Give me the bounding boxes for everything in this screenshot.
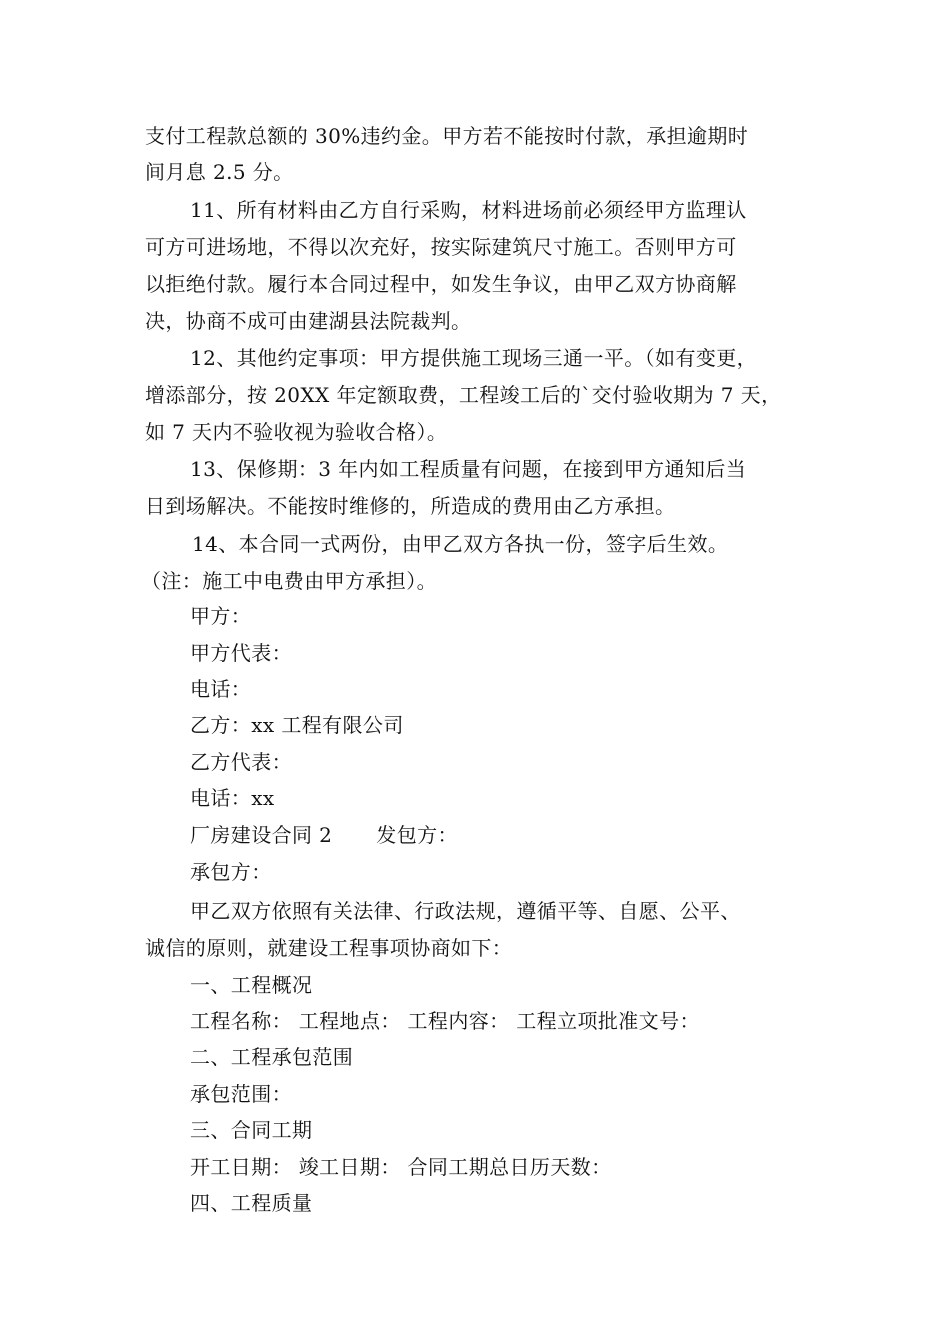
text-line: 诚信的原则，就建设工程事项协商如下： — [145, 936, 513, 960]
text-line: 乙方：xx 工程有限公司 — [190, 713, 404, 737]
section-heading: 四、工程质量 — [190, 1191, 313, 1215]
text-line: 甲方代表： — [190, 641, 292, 665]
text-line: 可方可进场地，不得以次充好，按实际建筑尺寸施工。否则甲方可 — [145, 235, 737, 259]
text-line — [190, 823, 890, 847]
text-line: 开工日期： 竣工日期： 合同工期总日历天数： — [190, 1155, 612, 1179]
text-line: 支付工程款总额的 30%违约金。甲方若不能按时付款，承担逾期时 — [145, 124, 749, 148]
text-line: 电话：xx — [190, 786, 275, 810]
text-line: 乙方代表： — [190, 750, 292, 774]
text-line: 承包方： — [190, 860, 272, 884]
text-line: 甲方： — [190, 604, 252, 628]
text-line: 间月息 2.5 分。 — [145, 160, 294, 184]
text-line: 12、其他约定事项：甲方提供施工现场三通一平。（如有变更， — [190, 346, 758, 370]
text-line: 以拒绝付款。履行本合同过程中，如发生争议，由甲乙双方协商解 — [145, 272, 737, 296]
section-heading: 厂房建设合同 2 — [190, 823, 333, 847]
text-line: 日到场解决。不能按时维修的，所造成的费用由乙方承担。 — [145, 494, 676, 518]
text-line: 承包范围： — [190, 1082, 292, 1106]
text-fragment: 发包方： — [376, 823, 458, 847]
text-line: 13、保修期：3 年内如工程质量有问题，在接到甲方通知后当 — [190, 457, 747, 481]
text-line: 14、本合同一式两份，由甲乙双方各执一份，签字后生效。 — [192, 532, 729, 556]
text-line: 11、所有材料由乙方自行采购，材料进场前必须经甲方监理认 — [190, 198, 747, 222]
text-line: 如 7 天内不验收视为验收合格）。 — [145, 420, 448, 444]
text-line: 甲乙双方依照有关法律、行政法规，遵循平等、自愿、公平、 — [190, 899, 741, 923]
text-line: （注：施工中电费由甲方承担）。 — [141, 569, 437, 593]
section-heading: 一、工程概况 — [190, 973, 313, 997]
text-line: 电话： — [190, 677, 252, 701]
text-line: 决，协商不成可由建湖县法院裁判。 — [145, 309, 472, 333]
text-line: 增添部分，按 20XX 年定额取费，工程竣工后的`交付验收期为 7 天， — [145, 383, 782, 407]
text-line: 工程名称： 工程地点： 工程内容： 工程立项批准文号： — [190, 1009, 700, 1033]
section-heading: 三、合同工期 — [190, 1118, 313, 1142]
section-heading: 二、工程承包范围 — [190, 1045, 354, 1069]
